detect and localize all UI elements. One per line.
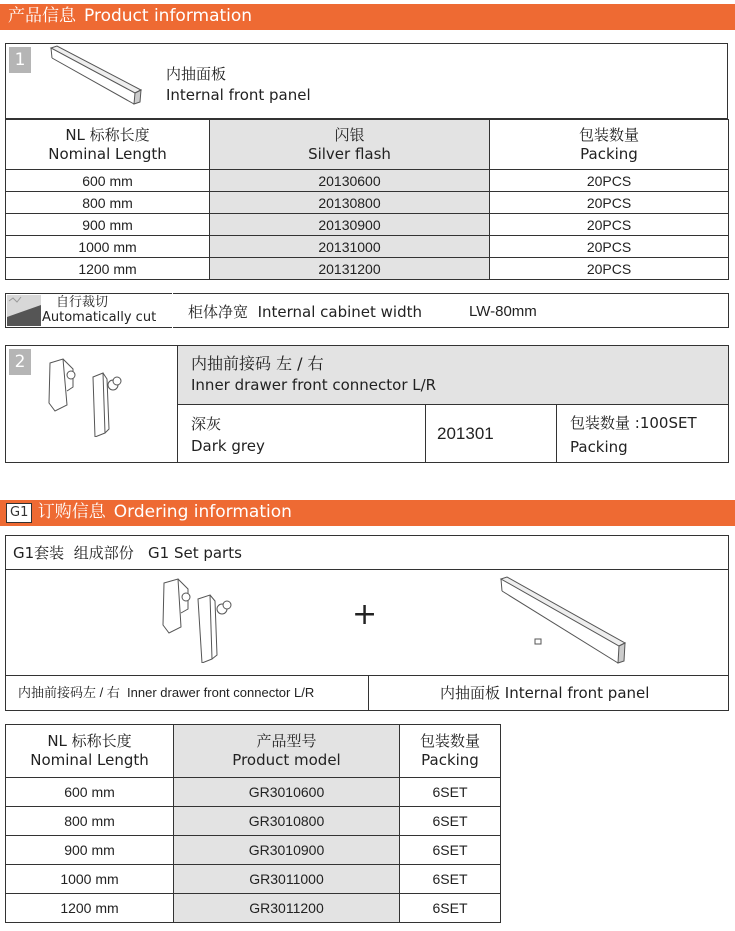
item1-table <box>5 119 729 280</box>
cell-code: 20130900 <box>210 214 490 236</box>
table-row <box>6 214 729 236</box>
cell-packing: 6SET <box>400 865 501 894</box>
cell-packing: 20PCS <box>490 214 729 236</box>
cell-packing: 20PCS <box>490 192 729 214</box>
cell-length: 800 mm <box>6 192 210 214</box>
cabinet-width-value: LW-80mm <box>469 303 537 320</box>
item2-code: 201301 <box>437 424 494 443</box>
col-header-packing: 包装数量 Packing <box>400 725 501 778</box>
cell-code: 20131000 <box>210 236 490 258</box>
cell-length: 1000 mm <box>6 236 210 258</box>
cell-model: GR3010800 <box>174 807 400 836</box>
set-parts-title: G1套装 组成部份 G1 Set parts <box>13 544 242 562</box>
ordering-table <box>5 724 501 923</box>
col-header-length: NL 标称长度 Nominal Length <box>6 120 210 170</box>
cell-length: 1200 mm <box>6 258 210 280</box>
item1-number-badge: 1 <box>9 47 31 73</box>
header-en: Product information <box>84 6 253 26</box>
cut-label-cn: 自行裁切 <box>56 295 109 310</box>
connector-image-set <box>150 575 240 663</box>
header-cn: 产品信息 <box>8 6 76 26</box>
plus-sign: + <box>352 597 378 632</box>
cell-length: 900 mm <box>6 214 210 236</box>
cell-length: 1000 mm <box>6 865 174 894</box>
part-right-label: 内抽面板 Internal front panel <box>440 684 650 702</box>
cell-model: GR3010900 <box>174 836 400 865</box>
cell-length: 600 mm <box>6 778 174 807</box>
item2-number-badge: 2 <box>9 349 31 375</box>
cell-packing: 20PCS <box>490 236 729 258</box>
table-row <box>6 894 501 923</box>
cell-packing: 6SET <box>400 807 501 836</box>
col-header-model: 产品型号 Product model <box>174 725 400 778</box>
item2-title-en: Inner drawer front connector L/R <box>191 376 437 394</box>
cell-model: GR3010600 <box>174 778 400 807</box>
col-header-packing: 包装数量 Packing <box>490 120 729 170</box>
front-panel-image <box>45 44 145 106</box>
cell-packing: 20PCS <box>490 258 729 280</box>
cell-model: GR3011000 <box>174 865 400 894</box>
table-row <box>6 258 729 280</box>
cell-model: GR3011200 <box>174 894 400 923</box>
cell-packing: 6SET <box>400 836 501 865</box>
item2-title-cn: 内抽前接码 左 / 右 <box>191 354 324 373</box>
cut-divider <box>172 293 173 328</box>
cell-length: 600 mm <box>6 170 210 192</box>
item2-hdivider <box>177 404 729 405</box>
part-left-label: 内抽前接码左 / 右 Inner drawer front connector L/R <box>18 685 315 700</box>
table-row <box>6 807 501 836</box>
item2-color-en: Dark grey <box>191 437 265 455</box>
item2-packing-en: Packing <box>570 438 628 456</box>
table-row <box>6 778 501 807</box>
table-row <box>6 236 729 258</box>
item2-color-cn: 深灰 <box>191 415 222 433</box>
cell-length: 800 mm <box>6 807 174 836</box>
col-header-color: 闪银 Silver flash <box>210 120 490 170</box>
item2-packing-cn: 包装数量 :100SET <box>570 414 697 432</box>
cell-packing: 6SET <box>400 778 501 807</box>
cut-label-en: Automatically cut <box>42 310 157 325</box>
set-parts-vdivider <box>368 675 369 711</box>
ordering-header-en: Ordering information <box>113 502 292 522</box>
item2-vdivider3 <box>556 404 557 463</box>
ordering-info-header <box>0 500 735 526</box>
cabinet-width-label: 柜体净宽 Internal cabinet width <box>188 303 422 321</box>
connector-image <box>45 355 135 437</box>
set-parts-hdivider2 <box>5 675 729 676</box>
saw-blade-icon <box>7 295 41 326</box>
col-header-length: NL 标称长度 Nominal Length <box>6 725 174 778</box>
cell-length: 900 mm <box>6 836 174 865</box>
table-row <box>6 836 501 865</box>
ordering-header-cn: 订购信息 <box>37 502 106 522</box>
front-panel-image-set <box>495 575 630 670</box>
table-row <box>6 865 501 894</box>
table-row <box>6 170 729 192</box>
table-row <box>6 192 729 214</box>
cell-packing: 6SET <box>400 894 501 923</box>
cell-length: 1200 mm <box>6 894 174 923</box>
cell-packing: 20PCS <box>490 170 729 192</box>
set-parts-hdivider <box>5 569 729 570</box>
item1-title-en: Internal front panel <box>166 86 311 104</box>
item2-vdivider2 <box>425 404 426 463</box>
cell-code: 20130600 <box>210 170 490 192</box>
cell-code: 20130800 <box>210 192 490 214</box>
cell-code: 20131200 <box>210 258 490 280</box>
product-info-header <box>0 4 735 30</box>
g1-badge: G1 <box>6 503 32 523</box>
item1-title-cn: 内抽面板 <box>166 65 227 83</box>
